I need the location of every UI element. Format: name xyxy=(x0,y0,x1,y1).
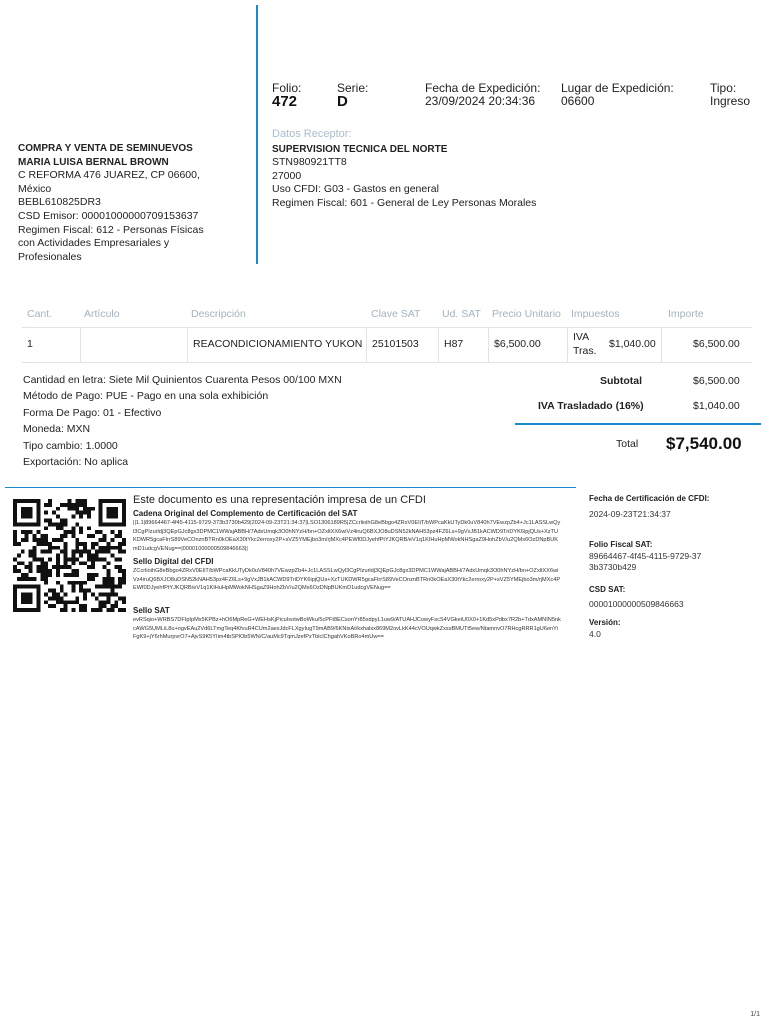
emisor-rfc: BEBL610825DR3 xyxy=(18,196,101,209)
lugar-expedicion-value: 06600 xyxy=(561,94,595,108)
receptor-label: Datos Receptor: xyxy=(272,128,352,140)
receptor-name: SUPERVISION TECNICA DEL NORTE xyxy=(272,143,448,155)
fecha-certificacion-block xyxy=(589,494,749,520)
row-descripcion: REACONDICIONAMIENTO YUKON xyxy=(193,338,363,350)
cantidad-en-letra: Cantidad en letra: Siete Mil Quinientos Cuarenta Pesos 00/100 MXN xyxy=(23,374,342,386)
page-number: 1/1 xyxy=(750,1011,760,1018)
emisor-csd: CSD Emisor: 00001000000709153637 xyxy=(18,209,199,222)
serie-value: D xyxy=(337,93,348,110)
fecha-certificacion-label: Fecha de Certificación de CFDI: xyxy=(589,494,710,503)
fecha-expedicion-value: 23/09/2024 20:34:36 xyxy=(425,94,536,108)
col-header-ud-sat: Ud. SAT xyxy=(442,308,481,320)
version-block xyxy=(589,618,749,640)
col-header-descripcion: Descripción xyxy=(191,308,246,320)
row-impuesto-tipo-2: Tras. xyxy=(573,345,597,357)
cadena-original-value: ||1.1|89664467-4f45-4115-9729-373b3730b429|2024-09-23T21:34:37|LSO1306189R5|ZCcrlioihG8eBbgo4ZRxV0EIiT/bWPcaKkUTyDk0uV840h7VEwzpZb4+Jc1LASSLwQyl3CgPIzurldj3QEpGJc8gx3DPMC1WWajABBH/7AdxUmqk3O0hNYzH/bn+OZxltXX6wiVz4iruQ6BXJO8uDSN52kNAH53pz4FZ6Ls+9gVxJB1kACWD9TriDYK6ipjQUs+XzTUKDWR5gcaFlrrS89VeCOnznBTRn0kOEaX30tYkc2erroxy2P+sVZ5YMEjbo3m/rjMXc4PEWf0DJyehfPtYJKQRB/eV1q1KIHuHpMWokNHSgaZ9HohZbV/u2QMs6OzDNpBUKmD1udcgVENug==|00001000000509846663|| xyxy=(133,520,561,552)
qr-code xyxy=(13,499,126,612)
emisor-name: COMPRA Y VENTA DE SEMINUEVOS MARIA LUISA BERNAL BROWN xyxy=(18,143,193,168)
tipo-label: Tipo: xyxy=(710,81,737,95)
stamp-divider-line xyxy=(5,487,576,488)
table-col-separator xyxy=(567,328,568,362)
version-label: Versión: xyxy=(589,618,621,627)
row-importe: $6,500.00 xyxy=(693,338,740,350)
row-cant: 1 xyxy=(27,338,33,350)
total-label: Total xyxy=(616,438,639,450)
cadena-original-label: Cadena Original del Complemento de Certificación del SAT xyxy=(133,509,358,518)
row-impuesto-monto: $1,040.00 xyxy=(609,338,656,350)
receptor-uso-cfdi: Uso CFDI: G03 - Gastos en general xyxy=(272,183,439,196)
totals-divider-line xyxy=(515,423,761,425)
exportacion: Exportación: No aplica xyxy=(23,456,129,468)
table-row-top-border xyxy=(22,327,752,328)
total-value: $7,540.00 xyxy=(666,434,742,453)
table-col-separator xyxy=(366,328,367,362)
table-row-bottom-border xyxy=(22,362,752,363)
table-col-separator xyxy=(187,328,188,362)
row-precio-unitario: $6,500.00 xyxy=(494,338,541,350)
row-clave-sat: 25101503 xyxy=(372,338,419,350)
col-header-articulo: Artículo xyxy=(84,308,120,320)
folio-value: 472 xyxy=(272,93,298,110)
sello-cfdi-value: ZCcrlioihG8eBbgo4ZRxV0EIiT/bWPcaKkUTyDk0uV840h7VEwzpZb4+Jc1LASSLwQyl3CgPIzurldj3QEpGJc8gx3DPMC1WWajABBH/7AdxUmqk3O0hNYzH/bn+OZxltXX6wiVz4iruQ6BXJO8uDSN52kNAH53pz4FZ6Ls+9gVxJB1kACWD9TriDYK6ipjQUs+XzTUKDWR5gcaFlrrS89VeCOnznBTRn0kOEaX30tYkc2erroxy2P+sVZ5YMEjbo3m/rjMXc4PEWf0DJyehfPtYJKQRB/eV1q1KIHuHpMWokNHSgaZ9HohZbV/u2QMs6OzDNpBUKmD1udcgVENug== xyxy=(133,568,561,591)
tipo-cambio: Tipo cambio: 1.0000 xyxy=(23,440,118,452)
receptor-rfc: STN980921TT8 xyxy=(272,156,347,169)
sello-sat-label: Sello SAT xyxy=(133,606,170,615)
folio-label: Folio: xyxy=(272,81,302,95)
sello-cfdi-label: Sello Digital del CFDI xyxy=(133,557,214,566)
forma-de-pago: Forma De Pago: 01 - Efectivo xyxy=(23,407,162,419)
row-impuesto-tipo: IVA xyxy=(573,331,590,343)
folio-fiscal-block xyxy=(589,540,749,573)
sello-sat-block xyxy=(133,606,561,658)
fecha-certificacion-value: 2024-09-23T21:34:37 xyxy=(589,508,671,519)
csd-sat-block xyxy=(589,585,749,610)
emisor-regimen: Regimen Fiscal: 612 - Personas Físicas con Actividades Empresariales y Profesionales xyxy=(18,223,204,263)
col-header-clave-sat: Clave SAT xyxy=(371,308,421,320)
header-divider-line xyxy=(256,5,258,264)
receptor-regimen: Regimen Fiscal: 601 - General de Ley Personas Morales xyxy=(272,196,537,209)
csd-sat-label: CSD SAT: xyxy=(589,585,626,594)
fecha-expedicion-label: Fecha de Expedición: xyxy=(425,81,541,95)
col-header-importe: Importe xyxy=(668,308,704,320)
csd-sat-value: 00001000000509846663 xyxy=(589,598,684,609)
iva-trasladado-value: $1,040.00 xyxy=(693,400,740,412)
folio-fiscal-value: 89664467-4f45-4115-9729-373b3730b429 xyxy=(589,550,702,572)
cadena-original-block xyxy=(133,509,561,553)
col-header-cant: Cant. xyxy=(27,308,53,320)
lugar-expedicion-label: Lugar de Expedición: xyxy=(561,81,674,95)
serie-label: Serie: xyxy=(337,81,369,95)
emisor-block xyxy=(18,142,223,264)
subtotal-label: Subtotal xyxy=(600,375,642,387)
table-col-separator xyxy=(438,328,439,362)
stamp-title: Este documento es una representación impresa de un CFDI xyxy=(133,494,426,506)
table-col-separator xyxy=(80,328,81,362)
table-col-separator xyxy=(661,328,662,362)
emisor-address: C REFORMA 476 JUAREZ, CP 06600, México xyxy=(18,169,200,195)
version-value: 4.0 xyxy=(589,628,601,639)
receptor-block xyxy=(272,128,592,211)
iva-trasladado-label: IVA Trasladado (16%) xyxy=(538,400,644,412)
sello-cfdi-block xyxy=(133,557,561,609)
sello-sat-value: evRSqio+WRBS7DFIpIpMx5KPBz+hO6MpReG+WEHsKjPicuIsotwBoWku/5cPFt8ECsonYr85xdpyL1uw9/ATUAHJCowyFscS4VGkeiU0X0+1Kd5xPdbx7R2b+TdxAMNIN5nkcAWG5UMLiL8u+ogvEAu2Vd6LTmgTeq4KfvuR4CUm2aesJdcFLXgyIugT9mAB9/6KNixAt/kxhalsx869M2ovLkK44cVOUqwkZxssBMUTt5ew/NtamnvO7RHcgRRR1gU6enYiFgK9+jY6rhMurpvrO7+AjvS9K5YIim4tbSPlOb5WN/C/auMc9TqmJzefPzTblclChgahVKoBRo4mUw== xyxy=(133,617,561,640)
receptor-cp: 27000 xyxy=(272,169,302,182)
col-header-precio-unitario: Precio Unitario xyxy=(492,308,561,320)
metodo-de-pago: Método de Pago: PUE - Pago en una sola exhibición xyxy=(23,390,269,402)
row-ud-sat: H87 xyxy=(444,338,464,350)
col-header-impuestos: Impuestos xyxy=(571,308,620,320)
table-col-separator xyxy=(488,328,489,362)
moneda: Moneda: MXN xyxy=(23,423,91,435)
folio-fiscal-label: Folio Fiscal SAT: xyxy=(589,540,653,549)
subtotal-value: $6,500.00 xyxy=(693,375,740,387)
tipo-value: Ingreso xyxy=(710,94,751,108)
